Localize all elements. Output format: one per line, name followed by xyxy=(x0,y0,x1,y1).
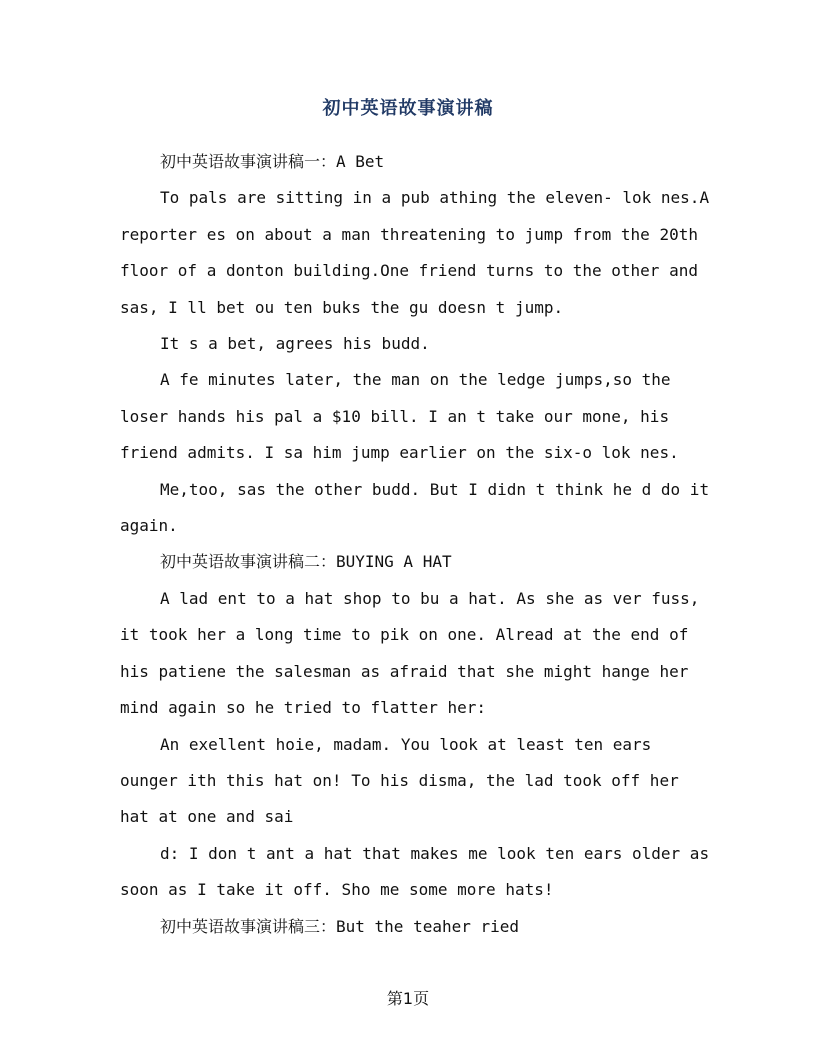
paragraph-line: hat at one and sai xyxy=(120,807,294,827)
paragraph-line: sas, I ll bet ou ten buks the gu doesn t jump. xyxy=(120,297,564,317)
paragraph-line: reporter es on about a man threatening to jump from the 20th xyxy=(120,224,698,244)
paragraph-line: It s a bet, agrees his budd. xyxy=(160,334,430,354)
document-body xyxy=(120,144,710,945)
paragraph-line: To pals are sitting in a pub athing the eleven- lok nes.A xyxy=(160,188,710,208)
paragraph-line: ounger ith this hat on! To his disma, the lad took off her xyxy=(120,770,679,790)
paragraph-line: An exellent hoie, madam. You look at least ten ears xyxy=(160,734,652,754)
paragraph-line: again. xyxy=(120,516,178,536)
paragraph-line: d: I don t ant a hat that makes me look ten ears older as xyxy=(160,843,710,863)
paragraph-line: loser hands his pal a $10 bill. I an t take our mone, his xyxy=(120,406,670,426)
paragraph-line: friend admits. I sa him jump earlier on the six-o lok nes. xyxy=(120,443,679,463)
paragraph-line: soon as I take it off. Sho me some more hats! xyxy=(120,880,554,900)
section-heading: 初中英语故事演讲稿二：BUYING A HAT xyxy=(160,552,452,572)
paragraph-line: his patiene the salesman as afraid that she might hange her xyxy=(120,661,689,681)
paragraph-line: A lad ent to a hat shop to bu a hat. As she as ver fuss, xyxy=(160,588,700,608)
paragraph-line: it took her a long time to pik on one. Alread at the end of xyxy=(120,625,689,645)
paragraph-line: A fe minutes later, the man on the ledge jumps,so the xyxy=(160,370,671,390)
paragraph-line: mind again so he tried to flatter her: xyxy=(120,698,487,718)
paragraph-line: Me,too, sas the other budd. But I didn t think he d do it xyxy=(160,479,710,499)
paragraph-line: floor of a donton building.One friend turns to the other and xyxy=(120,261,698,281)
document-title: 初中英语故事演讲稿 xyxy=(322,98,494,119)
section-heading: 初中英语故事演讲稿三：But the teaher ried xyxy=(160,916,520,936)
page-number: 第1页 xyxy=(386,989,430,1008)
section-heading: 初中英语故事演讲稿一：A Bet xyxy=(160,152,385,171)
